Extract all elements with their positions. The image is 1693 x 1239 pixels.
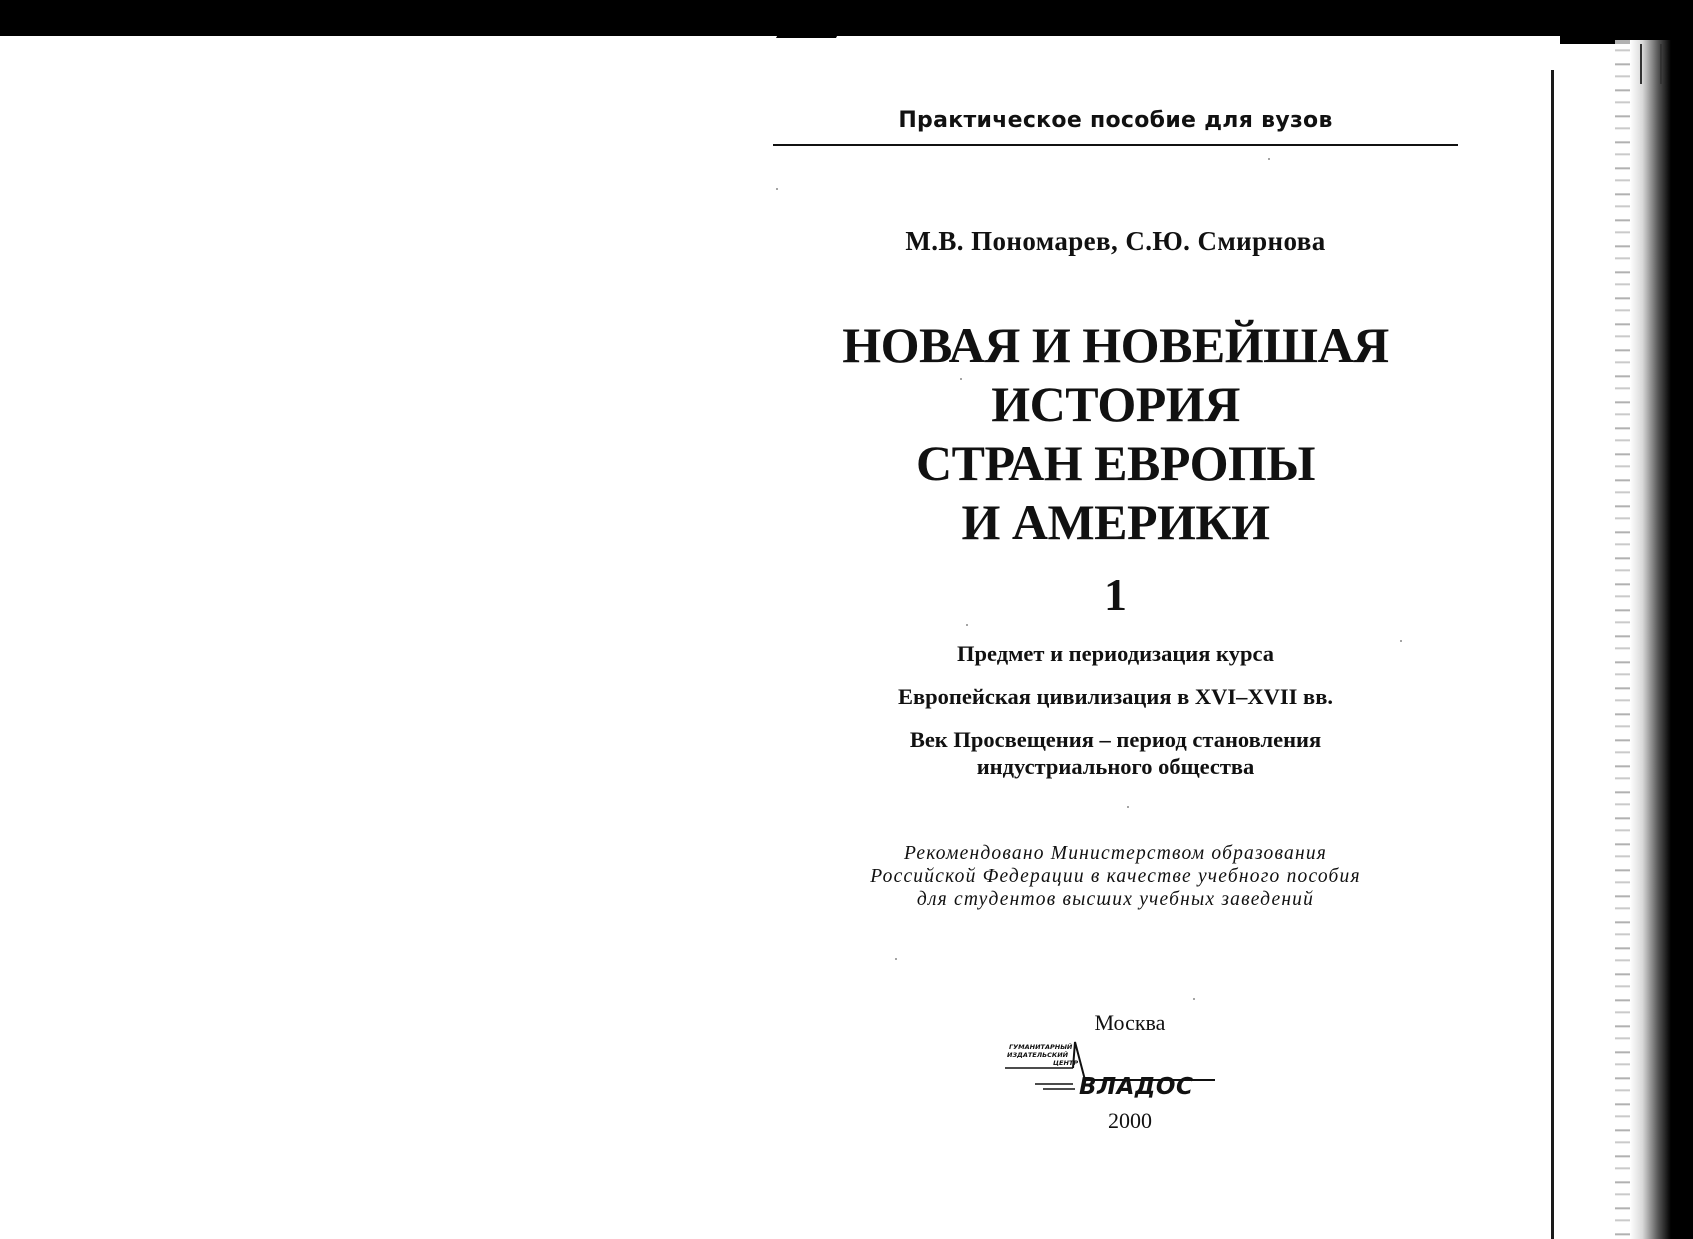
series-rule [773, 144, 1458, 146]
publisher-small-text: ЦЕНТР [1053, 1059, 1079, 1067]
publication-year: 2000 [1108, 1108, 1152, 1133]
subject-european-civilization: Европейская цивилизация в XVI–XVII вв. [898, 684, 1333, 709]
publisher-name: ВЛАДОС [1079, 1074, 1194, 1098]
volume-contents [773, 640, 1458, 780]
scan-speck [776, 188, 778, 190]
scanner-border-notch [776, 24, 844, 38]
title-line: ИСТОРИЯ [991, 376, 1240, 432]
recommendation-line: Российской Федерации в качестве учебного пособия [870, 866, 1361, 887]
subject-enlightenment-line: Век Просвещения – период становления [909, 727, 1322, 752]
publisher-small-text: ГУМАНИТАРНЫЙ [1009, 1043, 1073, 1051]
recommendation-line: для студентов высших учебных заведений [916, 889, 1315, 910]
vlados-publisher-logo [1005, 1040, 1220, 1098]
scan-speck [895, 958, 897, 960]
publisher-small-text: ИЗДАТЕЛЬСКИЙ [1007, 1051, 1069, 1059]
publication-city: Москва [1094, 1010, 1166, 1035]
scanner-top-border [0, 0, 1693, 36]
series-label: Практическое пособие для вузов [898, 108, 1333, 133]
authors: М.В. Пономарев, С.Ю. Смирнова [905, 226, 1326, 256]
subject-course-periodization: Предмет и периодизация курса [957, 641, 1274, 666]
scan-speck [1193, 998, 1195, 1000]
title-line: И АМЕРИКИ [961, 494, 1270, 550]
title-line: СТРАН ЕВРОПЫ [916, 435, 1315, 491]
title-line: НОВАЯ И НОВЕЙШАЯ [842, 317, 1389, 373]
book-title [773, 316, 1458, 552]
scan-speck [1127, 806, 1129, 808]
volume-number: 1 [1104, 569, 1127, 620]
subject-enlightenment [773, 726, 1458, 780]
publisher-logo-graphic [1005, 1040, 1220, 1098]
page-corner-mark [1640, 44, 1662, 84]
ministry-recommendation [773, 842, 1458, 911]
book-binding-line [1551, 70, 1554, 1239]
scan-speck [1400, 640, 1402, 642]
page-edge-shadow [1630, 40, 1693, 1239]
scan-speck [1268, 158, 1270, 160]
subject-enlightenment-line: индустриального общества [976, 754, 1255, 779]
scan-speck [960, 378, 962, 380]
recommendation-line: Рекомендовано Министерством образования [903, 843, 1328, 864]
scan-speck [966, 624, 968, 626]
